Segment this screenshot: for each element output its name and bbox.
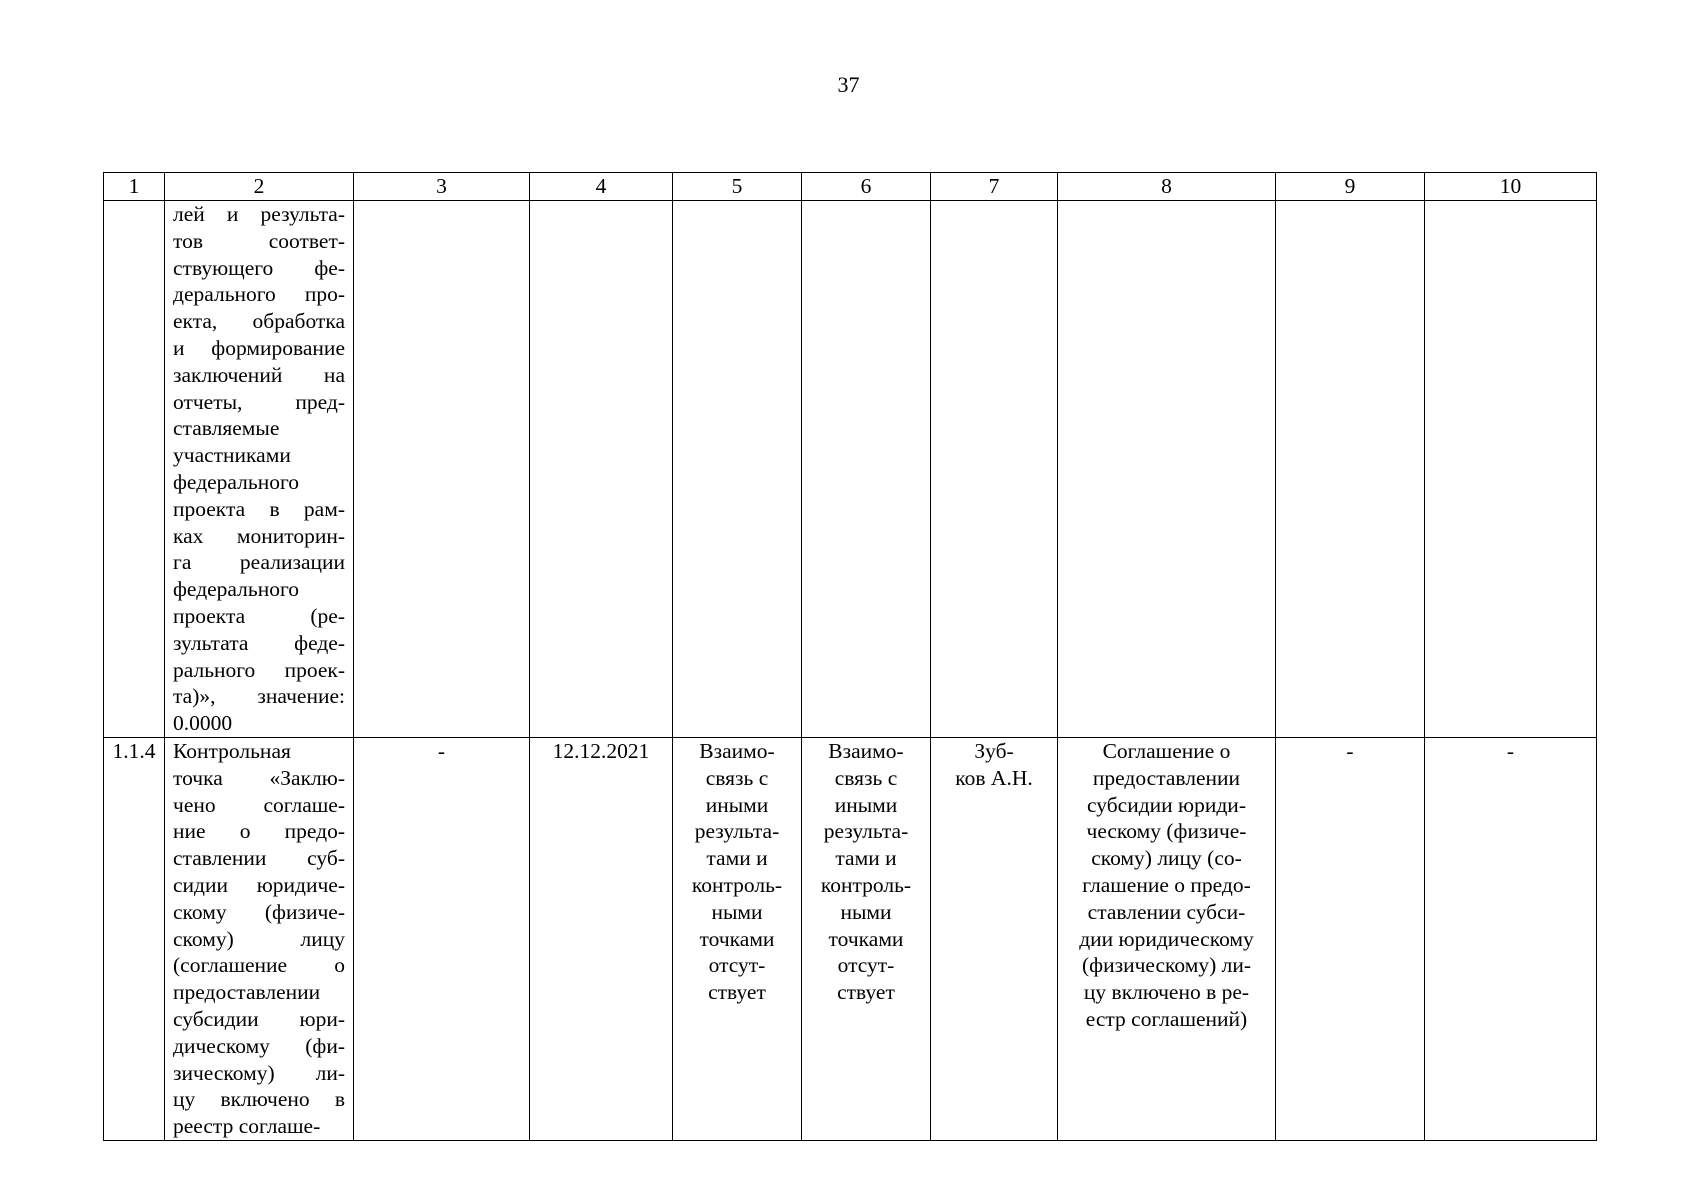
text-line: федерального	[173, 469, 299, 494]
text-line: тов соответ-	[173, 228, 345, 253]
text-line: скому) лицу	[173, 926, 345, 951]
text-line: ние о предо-	[173, 819, 345, 844]
text-line: проекта (ре-	[173, 603, 345, 628]
text-line: связь с	[834, 765, 898, 790]
text-line: отсут-	[837, 953, 895, 978]
text-line: отсут-	[708, 953, 766, 978]
text-line: точка «Заклю-	[173, 765, 345, 790]
text-line: Контрольная	[173, 738, 291, 763]
text-line: Взаимо-	[828, 738, 904, 763]
text-line: дерального про-	[173, 282, 345, 307]
document-type-cell	[1058, 737, 1276, 1140]
event-description-cell	[165, 201, 354, 738]
column-header: 6	[802, 173, 931, 201]
text-line: реестр соглаше-	[173, 1114, 321, 1139]
text-line: ными	[711, 899, 763, 924]
table-row	[104, 737, 1597, 1140]
table-header-row	[104, 173, 1597, 201]
column-header: 10	[1425, 173, 1597, 201]
text-line: ческому (физиче-	[1086, 819, 1247, 844]
column-header: 3	[354, 173, 530, 201]
column-header: 7	[931, 173, 1058, 201]
text-line: проекта в рам-	[173, 496, 345, 521]
text-line: цу включено в	[173, 1087, 345, 1112]
text-line: ках мониторин-	[173, 523, 345, 548]
page-number: 37	[837, 72, 860, 97]
text-line: ков А.Н.	[955, 765, 1033, 790]
text-line: зическому) ли-	[173, 1060, 345, 1085]
empty-cell	[673, 201, 802, 738]
text-line: предоставлении	[173, 980, 321, 1005]
text-line: ствует	[708, 980, 766, 1005]
text-line: точками	[828, 926, 904, 951]
text-line: контроль-	[820, 872, 912, 897]
text-line: екта, обработка	[173, 309, 345, 334]
empty-cell	[354, 201, 530, 738]
empty-cell	[1425, 201, 1597, 738]
text-line: результа-	[694, 819, 780, 844]
event-description-cell	[165, 737, 354, 1140]
text-line: тами и	[706, 846, 768, 871]
text-line: субсидии юриди-	[1087, 792, 1246, 817]
document-type-text	[1066, 738, 1267, 1033]
text-line: контроль-	[691, 872, 783, 897]
text-line: ствующего фе-	[173, 255, 345, 280]
text-line: отчеты, пред-	[173, 389, 345, 414]
text-line: дии юридическому	[1079, 926, 1254, 951]
text-line: Соглашение о	[1102, 738, 1231, 763]
column-header: 2	[165, 173, 354, 201]
table-row	[104, 201, 1597, 738]
text-line: иными	[705, 792, 769, 817]
text-line: скому (физиче-	[173, 899, 345, 924]
empty-value-cell: -	[1425, 737, 1597, 1140]
text-line: участниками	[173, 443, 291, 468]
text-line: ставляемые	[173, 416, 280, 441]
empty-cell	[1058, 201, 1276, 738]
text-line: (физическому) ли-	[1081, 953, 1251, 978]
text-line: предоставлении	[1092, 765, 1241, 790]
text-line: федерального	[173, 577, 299, 602]
text-line: иными	[834, 792, 898, 817]
event-description-text	[173, 738, 345, 1140]
row-number-cell	[104, 201, 165, 738]
text-line: результа-	[823, 819, 909, 844]
text-line: Взаимо-	[699, 738, 775, 763]
text-line: ствует	[837, 980, 895, 1005]
text-line: связь с	[705, 765, 769, 790]
text-line: га реализации	[173, 550, 345, 575]
successor-text	[810, 738, 922, 1006]
responsible-cell	[931, 737, 1058, 1140]
empty-cell	[530, 201, 673, 738]
empty-cell	[1276, 201, 1425, 738]
text-line: рального проек-	[173, 657, 345, 682]
column-header: 4	[530, 173, 673, 201]
text-line: чено соглаше-	[173, 792, 345, 817]
responsible-text	[939, 738, 1049, 792]
text-line: лей и результа-	[173, 202, 345, 226]
text-line: дическому (фи-	[173, 1033, 345, 1058]
event-description-text	[173, 201, 345, 737]
row-number-cell: 1.1.4	[104, 737, 165, 1140]
text-line: заключений на	[173, 362, 345, 387]
text-line: 0.0000	[173, 711, 233, 736]
text-line: глашение о предо-	[1082, 872, 1251, 897]
text-line: ставлении суб-	[173, 846, 345, 871]
text-line: та)», значение:	[173, 684, 345, 709]
column-header: 1	[104, 173, 165, 201]
text-line: и формирование	[173, 335, 345, 360]
plan-table	[103, 172, 1597, 1141]
successor-cell	[802, 737, 931, 1140]
column-header: 8	[1058, 173, 1276, 201]
empty-value-cell: -	[1276, 737, 1425, 1140]
empty-cell	[802, 201, 931, 738]
end-date-cell: 12.12.2021	[530, 737, 673, 1140]
column-header: 9	[1276, 173, 1425, 201]
start-date-cell: -	[354, 737, 530, 1140]
text-line: цу включено в ре-	[1083, 980, 1250, 1005]
text-line: скому) лицу (со-	[1091, 846, 1242, 871]
text-line: тами и	[835, 846, 897, 871]
text-line: (соглашение о	[173, 953, 345, 978]
text-line: сидии юридиче-	[173, 872, 345, 897]
text-line: естр соглашений)	[1085, 1006, 1248, 1031]
text-line: ными	[840, 899, 892, 924]
text-line: субсидии юри-	[173, 1006, 345, 1031]
column-header: 5	[673, 173, 802, 201]
text-line: ставлении субси-	[1087, 899, 1246, 924]
predecessor-cell	[673, 737, 802, 1140]
text-line: Зуб-	[974, 738, 1014, 763]
predecessor-text	[681, 738, 793, 1006]
text-line: точками	[699, 926, 775, 951]
text-line: зультата феде-	[173, 630, 345, 655]
empty-cell	[931, 201, 1058, 738]
